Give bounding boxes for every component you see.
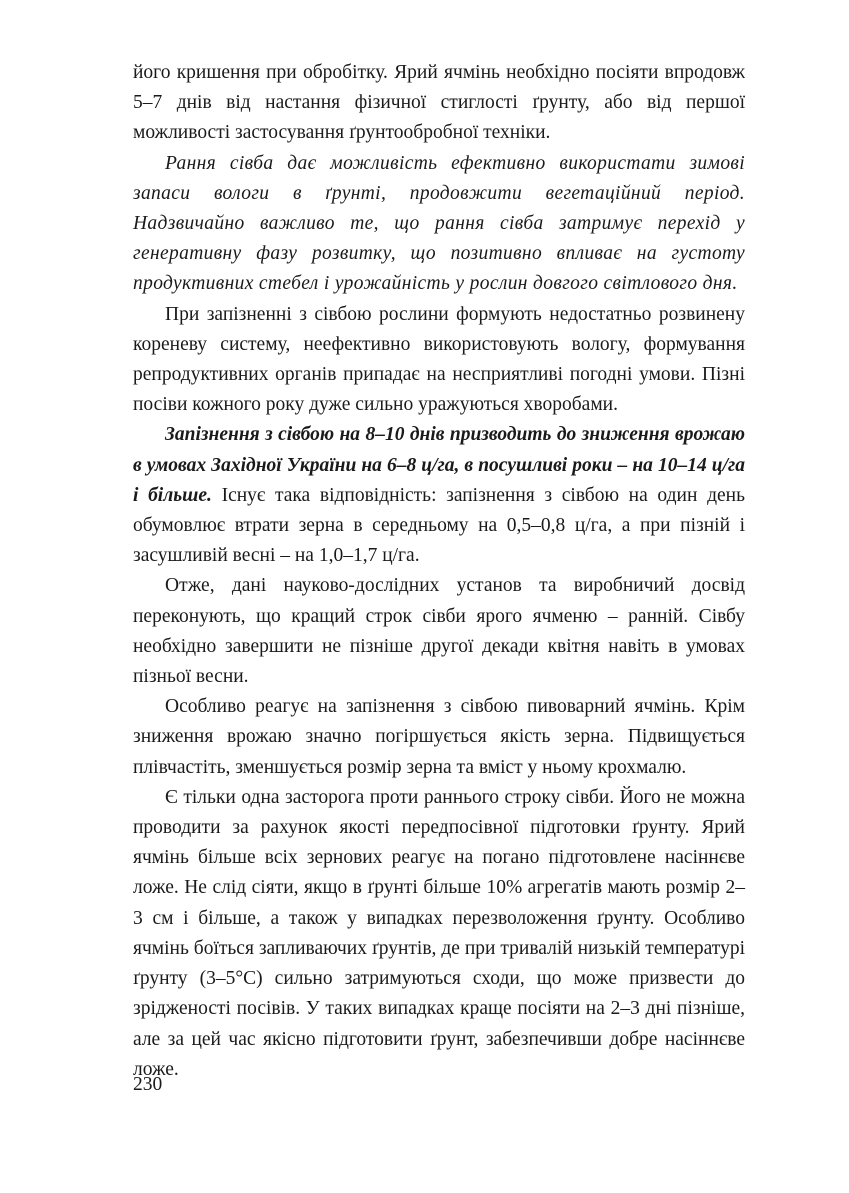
paragraph-3 xyxy=(133,300,745,421)
paragraph-6-text: Особливо реагує на запізнення з сівбою пивоварний ячмінь. Крім зниження врожаю значно погіршується якість зерна. Підвищується плівчастіть, зменшується розмір зерна та вміст у ньому крохмалю. xyxy=(133,696,745,778)
paragraph-5-text: Отже, дані науково-дослідних установ та виробничий досвід переконують, що кращий строк сівби ярого ячменю – ранній. Сівбу необхідно завершити не пізніше другої декади квітня навіть в умовах пізньої весни. xyxy=(133,575,745,688)
paragraph-1 xyxy=(133,58,745,149)
paragraph-4-emphasis: Запізнення з сівбою на 8–10 днів призводить до зниження врожаю в умовах Західної України на 6–8 ц/га, в посушливі роки – на 10–14 ц/га і більше. xyxy=(133,424,745,506)
page-number: 230 xyxy=(133,1074,163,1095)
paragraph-6 xyxy=(133,692,745,783)
paragraph-7 xyxy=(133,783,745,1085)
paragraph-5 xyxy=(133,571,745,692)
paragraph-4 xyxy=(133,420,745,571)
paragraph-2-italic xyxy=(133,149,745,300)
paragraph-2-text: Рання сівба дає можливість ефективно використати зимові запаси вологи в ґрунті, продовжити вегетаційний період. Надзвичайно важливо те, що рання сівба затримує перехід у генеративну фазу розвитку, що позитивно впливає на густоту продуктивних стебел і урожайність у рослин довгого світлового дня. xyxy=(133,152,745,295)
paragraph-4-text: Існує така відповідність: запізнення з сівбою на один день обумовлює втрати зерна в середньому на 0,5–0,8 ц/га, а при пізній і засушливій весні – на 1,0–1,7 ц/га. xyxy=(133,484,745,567)
paragraph-1-text: його кришення при обробітку. Ярий ячмінь необхідно посіяти впродовж 5–7 днів від настання фізичної стиглості ґрунту, або від першої можливості застосування ґрунтообробної техніки. xyxy=(133,62,745,144)
paragraph-3-text: При запізненні з сівбою рослини формують недостатньо розвинену кореневу систему, неефективно використовують вологу, формування репродуктивних органів припадає на несприятливі погодні умови. Пізні посіви кожного року дуже сильно уражуються хворобами. xyxy=(133,303,745,416)
page-body xyxy=(133,58,745,1085)
paragraph-7-text: Є тільки одна засторога проти раннього строку сівби. Його не можна проводити за рахунок якості передпосівної підготовки ґрунту. Ярий ячмінь більше всіх зернових реагує на погано підготовлене насіннєве ложе. Не слід сіяти, якщо в ґрунті більше 10% агрегатів мають розмір 2–3 см і більше, а також у випадках перезволоження ґрунту. Особливо ячмінь боїться запливаючих ґрунтів, де при тривалій низькій температурі ґрунту (3–5°С) сильно затримуються сходи, що може призвести до зрідженості посівів. У таких випадках краще посіяти на 2–3 дні пізніше, але за цей час якісно підготовити ґрунт, забезпечивши добре насіннєве ложе. xyxy=(133,786,745,1080)
